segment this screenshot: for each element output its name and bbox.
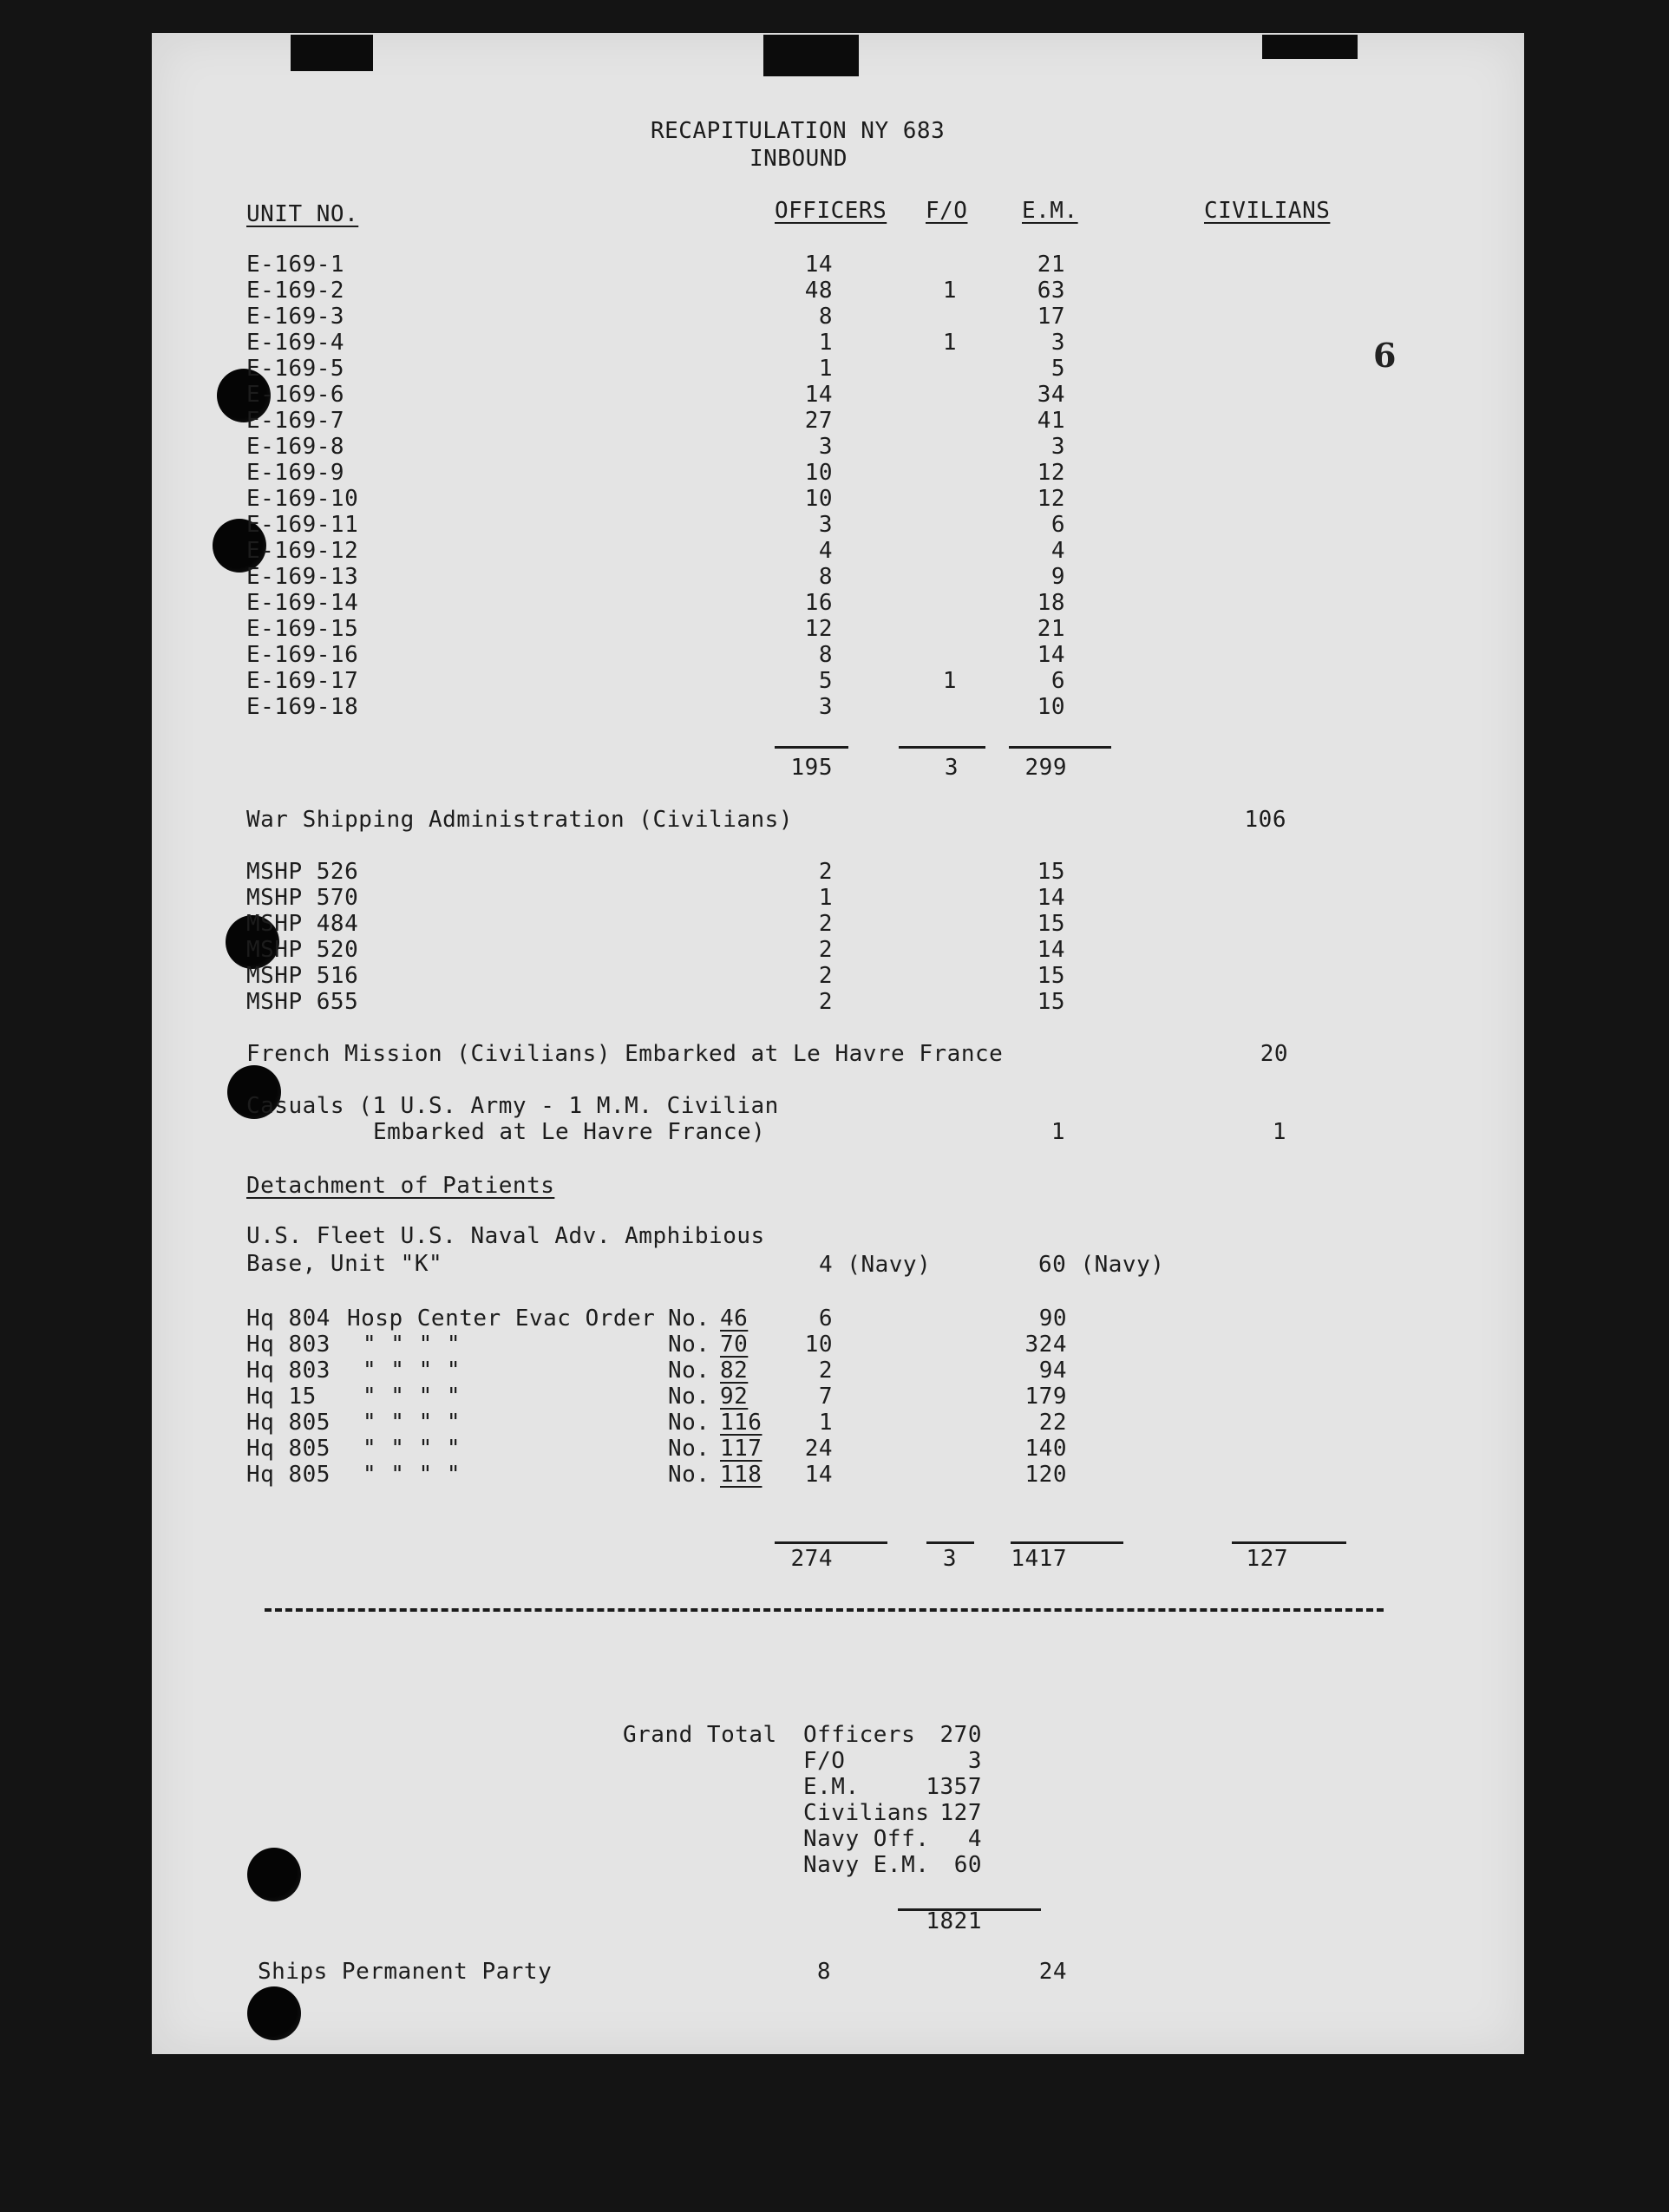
unit-number: E-169-18 [246,694,359,720]
unit-officers: 10 [804,460,833,486]
subtotal-rule [775,746,848,749]
evac-officers: 24 [804,1436,833,1462]
evac-officers: 6 [818,1306,833,1332]
document-subtitle: INBOUND [749,146,848,172]
unit-officers: 27 [804,408,833,434]
evac-hq: Hq 805 [246,1410,331,1436]
unit-number: E-169-6 [246,382,345,408]
evac-no-label: No. [668,1384,710,1410]
unit-officers: 3 [818,694,833,720]
mshp-unit: MSHP 520 [246,937,359,963]
evac-hq: Hq 15 [246,1384,317,1410]
mshp-officers: 2 [818,989,833,1015]
unit-number: E-169-11 [246,512,359,538]
mshp-unit: MSHP 484 [246,911,359,937]
evac-order-number: 118 [720,1462,763,1488]
mshp-unit: MSHP 516 [246,963,359,989]
mshp-officers: 2 [818,859,833,885]
tape-right [1262,35,1358,59]
unit-officers: 16 [804,590,833,616]
evac-hq: Hq 803 [246,1332,331,1358]
naval-officers: 4 (Navy) [819,1252,932,1278]
mshp-officers: 2 [818,963,833,989]
unit-em: 41 [1037,408,1065,434]
unit-em: 21 [1037,616,1065,642]
total-em: 1417 [1011,1546,1067,1572]
unit-fo: 1 [942,278,957,304]
unit-officers: 8 [818,642,833,668]
total-rule [775,1541,887,1544]
total-rule [1232,1541,1346,1544]
grand-total-item-value: 127 [939,1800,982,1826]
evac-order-number: 70 [720,1332,749,1358]
tape-left [291,35,373,71]
unit-em: 3 [1050,330,1065,356]
total-rule [926,1541,974,1544]
naval-em: 60 (Navy) [1038,1252,1165,1278]
unit-number: E-169-5 [246,356,345,382]
evac-hq: Hq 803 [246,1358,331,1384]
evac-no-label: No. [668,1462,710,1488]
mshp-em: 15 [1037,963,1065,989]
evac-em: 324 [1024,1332,1067,1358]
mshp-em: 15 [1037,911,1065,937]
total-civilians: 127 [1246,1546,1288,1572]
unit-officers: 12 [804,616,833,642]
wsa-label: War Shipping Administration (Civilians) [246,807,793,833]
total-officers: 274 [790,1546,833,1572]
wsa-civilians: 106 [1244,807,1286,833]
ships-officers: 8 [816,1959,831,1985]
header-civilians: CIVILIANS [1204,198,1331,224]
unit-em: 34 [1037,382,1065,408]
french-mission-civilians: 20 [1260,1041,1288,1067]
unit-officers: 5 [818,668,833,694]
mshp-em: 15 [1037,989,1065,1015]
unit-em: 12 [1037,460,1065,486]
grand-total-item-label: E.M. [803,1774,860,1800]
unit-number: E-169-8 [246,434,345,460]
page-number: 6 [1373,336,1397,375]
unit-officers: 1 [818,356,833,382]
subtotal-fo: 3 [944,755,959,781]
document-title: RECAPITULATION NY 683 [651,118,946,144]
header-fo: F/O [926,198,968,224]
unit-number: E-169-9 [246,460,345,486]
grand-total-item-label: Navy E.M. [803,1852,930,1878]
unit-em: 6 [1050,512,1065,538]
subtotal-em: 299 [1024,755,1067,781]
evac-em: 90 [1038,1306,1067,1332]
header-unit: UNIT NO. [246,201,359,227]
unit-number: E-169-2 [246,278,345,304]
unit-em: 5 [1050,356,1065,382]
grand-total-item-label: Navy Off. [803,1826,930,1852]
evac-order-number: 82 [720,1358,749,1384]
unit-officers: 4 [818,538,833,564]
unit-number: E-169-7 [246,408,345,434]
subtotal-officers: 195 [790,755,833,781]
grand-total-item-label: Civilians [803,1800,930,1826]
evac-description: " " " " [363,1410,461,1436]
evac-officers: 2 [818,1358,833,1384]
unit-officers: 8 [818,564,833,590]
unit-em: 18 [1037,590,1065,616]
evac-description: " " " " [363,1462,461,1488]
evac-em: 140 [1024,1436,1067,1462]
mshp-officers: 1 [818,885,833,911]
unit-number: E-169-4 [246,330,345,356]
header-em: E.M. [1022,198,1078,224]
mshp-unit: MSHP 526 [246,859,359,885]
casuals-line1: Casuals (1 U.S. Army - 1 M.M. Civilian [246,1093,779,1119]
unit-em: 21 [1037,252,1065,278]
evac-order-number: 46 [720,1306,749,1332]
mshp-unit: MSHP 570 [246,885,359,911]
casuals-line2: Embarked at Le Havre France) [373,1119,766,1145]
unit-number: E-169-1 [246,252,345,278]
unit-officers: 3 [818,434,833,460]
evac-description: " " " " [363,1358,461,1384]
detachment-heading: Detachment of Patients [246,1173,555,1199]
evac-hq: Hq 804 [246,1306,331,1332]
mshp-unit: MSHP 655 [246,989,359,1015]
unit-fo: 1 [942,330,957,356]
unit-em: 17 [1037,304,1065,330]
subtotal-rule [899,746,985,749]
header-officers: OFFICERS [775,198,887,224]
mshp-officers: 2 [818,937,833,963]
evac-officers: 7 [818,1384,833,1410]
unit-em: 9 [1050,564,1065,590]
casuals-civilians: 1 [1272,1119,1286,1145]
mshp-em: 14 [1037,937,1065,963]
unit-fo: 1 [942,668,957,694]
grand-total-item-value: 3 [967,1748,982,1774]
punch-hole [247,1848,301,1901]
unit-number: E-169-17 [246,668,359,694]
unit-em: 63 [1037,278,1065,304]
ships-label: Ships Permanent Party [258,1959,553,1985]
evac-no-label: No. [668,1436,710,1462]
mshp-officers: 2 [818,911,833,937]
evac-no-label: No. [668,1306,710,1332]
total-rule [1011,1541,1123,1544]
unit-officers: 14 [804,252,833,278]
evac-em: 94 [1038,1358,1067,1384]
unit-em: 10 [1037,694,1065,720]
evac-order-number: 92 [720,1384,749,1410]
unit-number: E-169-15 [246,616,359,642]
unit-em: 3 [1050,434,1065,460]
unit-number: E-169-13 [246,564,359,590]
subtotal-rule [1009,746,1111,749]
evac-em: 179 [1024,1384,1067,1410]
unit-number: E-169-12 [246,538,359,564]
evac-no-label: No. [668,1410,710,1436]
total-fo: 3 [942,1546,957,1572]
casuals-em: 1 [1050,1119,1065,1145]
unit-em: 14 [1037,642,1065,668]
grand-total-sum: 1821 [926,1908,982,1934]
evac-order-number: 116 [720,1410,763,1436]
evac-description: " " " " [363,1384,461,1410]
punch-hole [247,1986,301,2040]
tape-middle [763,35,859,76]
evac-no-label: No. [668,1332,710,1358]
unit-officers: 1 [818,330,833,356]
evac-officers: 1 [818,1410,833,1436]
unit-officers: 48 [804,278,833,304]
separator-line [265,1608,1384,1612]
evac-order-number: 117 [720,1436,763,1462]
ships-em: 24 [1038,1959,1067,1985]
unit-number: E-169-10 [246,486,359,512]
evac-hq: Hq 805 [246,1436,331,1462]
evac-description: " " " " [363,1436,461,1462]
unit-em: 4 [1050,538,1065,564]
unit-officers: 14 [804,382,833,408]
evac-description: Hosp Center Evac Order [347,1306,656,1332]
french-mission-label: French Mission (Civilians) Embarked at Le Havre France [246,1041,1004,1067]
grand-total-item-value: 60 [953,1852,982,1878]
evac-em: 120 [1024,1462,1067,1488]
mshp-em: 15 [1037,859,1065,885]
evac-officers: 10 [804,1332,833,1358]
unit-em: 12 [1037,486,1065,512]
grand-total-item-value: 1357 [926,1774,982,1800]
naval-line1: U.S. Fleet U.S. Naval Adv. Amphibious [246,1223,765,1249]
unit-number: E-169-14 [246,590,359,616]
evac-hq: Hq 805 [246,1462,331,1488]
grand-total-item-label: F/O [803,1748,846,1774]
evac-no-label: No. [668,1358,710,1384]
evac-officers: 14 [804,1462,833,1488]
unit-officers: 10 [804,486,833,512]
unit-em: 6 [1050,668,1065,694]
unit-officers: 8 [818,304,833,330]
unit-number: E-169-16 [246,642,359,668]
evac-description: " " " " [363,1332,461,1358]
naval-line2: Base, Unit "K" [246,1251,443,1277]
grand-total-item-label: Officers [803,1722,916,1748]
unit-number: E-169-3 [246,304,345,330]
grand-total-label: Grand Total [623,1722,777,1748]
mshp-em: 14 [1037,885,1065,911]
grand-total-item-value: 4 [967,1826,982,1852]
grand-total-item-value: 270 [939,1722,982,1748]
evac-em: 22 [1038,1410,1067,1436]
unit-officers: 3 [818,512,833,538]
